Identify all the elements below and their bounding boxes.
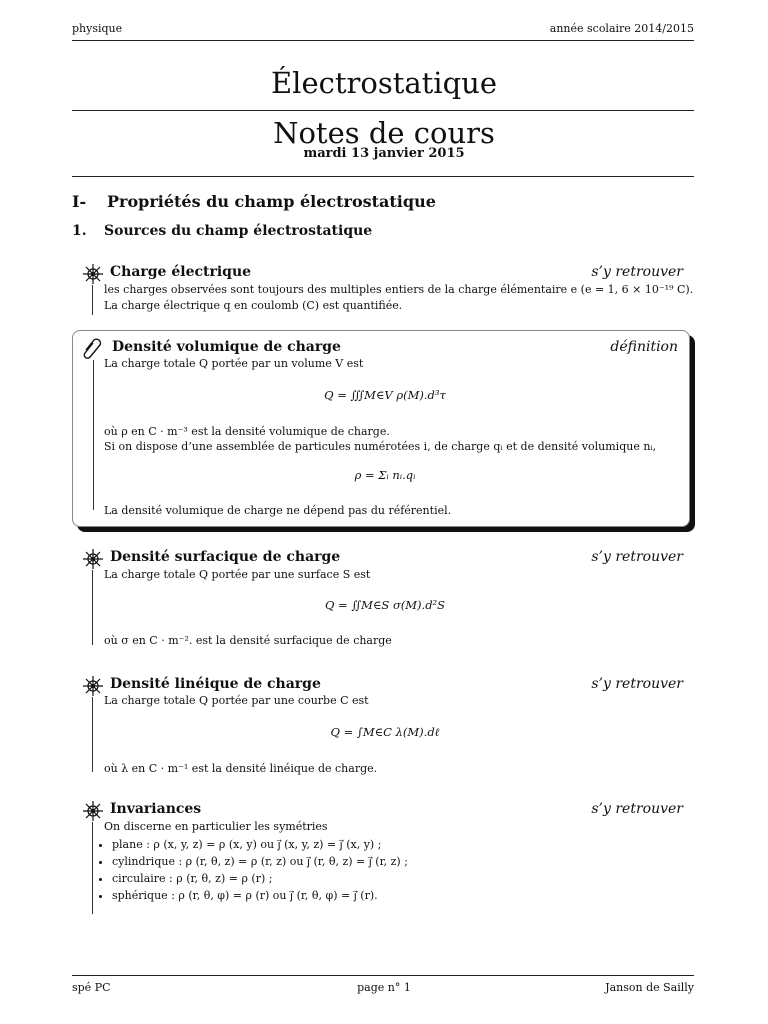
title-rule xyxy=(72,110,694,111)
section-number: I- xyxy=(72,192,87,211)
paperclip-icon xyxy=(80,336,104,360)
list-item: • cylindrique : ρ (r, θ, z) = ρ (r, z) ou j⃗ (r, θ, z) = j⃗ (r, z) ; xyxy=(112,853,408,870)
volumique-line-1: La charge totale Q portée par un volume V est xyxy=(104,357,364,370)
header-left: physique xyxy=(72,22,123,35)
header-right: année scolaire 2014/2015 xyxy=(549,22,694,35)
header-rule xyxy=(72,40,694,41)
volumique-equation-2: ρ = Σᵢ nᵢ.qᵢ xyxy=(354,468,416,482)
page-date: mardi 13 janvier 2015 xyxy=(303,146,465,161)
lineique-box-title: Densité linéique de charge xyxy=(110,676,321,692)
page-title: Électrostatique xyxy=(271,66,497,100)
invariances-line-1: On discerne en particulier les symétries xyxy=(104,820,328,833)
volumique-line-2: où ρ en C · m⁻³ est la densité volumique de charge. xyxy=(104,425,390,438)
compass-rose-icon xyxy=(82,263,104,285)
footer-rule xyxy=(72,975,694,976)
lineique-line-1: La charge totale Q portée par une courbe C est xyxy=(104,694,369,707)
lineique-line-2: où λ en C · m⁻¹ est la densité linéique de charge. xyxy=(104,762,378,775)
compass-rose-icon xyxy=(82,548,104,570)
subsection-title: Sources du champ électrostatique xyxy=(104,223,373,239)
invariances-box-title: Invariances xyxy=(110,801,202,817)
surfacique-box-title: Densité surfacique de charge xyxy=(110,549,341,565)
compass-rose-icon xyxy=(82,675,104,697)
charge-box-title: Charge électrique xyxy=(110,264,252,280)
box-rule xyxy=(93,360,94,510)
section-title: Propriétés du champ électrostatique xyxy=(107,192,436,211)
compass-rose-icon xyxy=(82,800,104,822)
page-number: page n° 1 xyxy=(357,981,411,994)
list-item: • circulaire : ρ (r, θ, z) = ρ (r) ; xyxy=(112,870,408,887)
charge-line-1: les charges observées sont toujours des multiples entiers de la charge élémentaire e (e = 1, 6 × 10⁻¹⁹ C). xyxy=(104,283,694,296)
list-item: • plane : ρ (x, y, z) = ρ (x, y) ou j⃗ (x, y, z) = j⃗ (x, y) ; xyxy=(112,836,408,853)
charge-line-2: La charge électrique q en coulomb (C) est quantifiée. xyxy=(104,299,403,312)
volumique-line-3: Si on dispose d’une assemblée de particules numérotées i, de charge qᵢ et de densité volumique nᵢ, xyxy=(104,440,657,453)
footer-left: spé PC xyxy=(72,981,111,994)
surfacique-line-1: La charge totale Q portée par une surface S est xyxy=(104,568,371,581)
volumique-box-tag: définition xyxy=(610,339,678,355)
lineique-box-tag: s’y retrouver xyxy=(591,676,683,692)
volumique-line-4: La densité volumique de charge ne dépend pas du référentiel. xyxy=(104,504,452,517)
box-rule xyxy=(92,285,93,315)
surfacique-equation: Q = ∬M∈S σ(M).d²S xyxy=(324,598,446,612)
footer-right: Janson de Sailly xyxy=(605,981,694,994)
charge-box-tag: s’y retrouver xyxy=(591,264,683,280)
subsection-number: 1. xyxy=(72,223,87,239)
invariances-list xyxy=(90,836,408,904)
page-subtitle: Notes de cours xyxy=(273,116,495,150)
invariances-box-tag: s’y retrouver xyxy=(591,801,683,817)
list-item: • sphérique : ρ (r, θ, φ) = ρ (r) ou j⃗ (r, θ, φ) = j⃗ (r). xyxy=(112,887,408,904)
surfacique-box-tag: s’y retrouver xyxy=(591,549,683,565)
subtitle-rule xyxy=(72,176,694,177)
volumique-box-title: Densité volumique de charge xyxy=(112,339,341,355)
volumique-equation-1: Q = ∭M∈V ρ(M).d³τ xyxy=(324,388,446,402)
surfacique-line-2: où σ en C · m⁻². est la densité surfacique de charge xyxy=(104,634,392,647)
lineique-equation: Q = ∫M∈C λ(M).dℓ xyxy=(330,725,440,739)
